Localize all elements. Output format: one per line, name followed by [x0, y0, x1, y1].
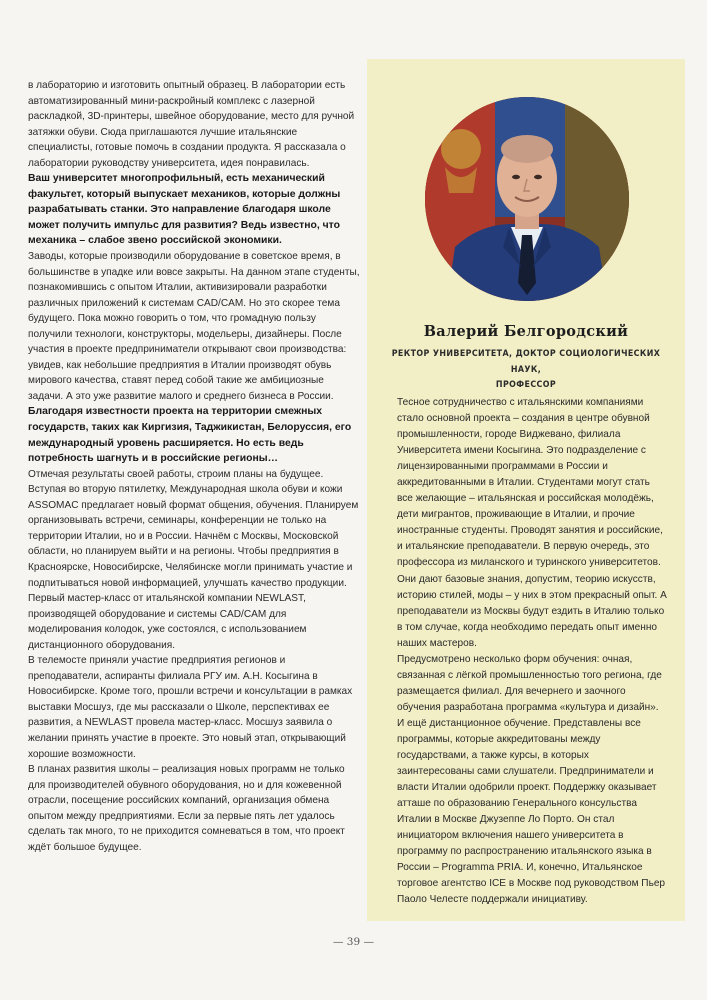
person-title [381, 347, 671, 394]
left-article-column [28, 78, 360, 855]
paragraph: Отмечая результаты своей работы, строим планы на будущее. Вступая во вторую пятилетку, Международная школа обуви и кожи ASSOMAC предлагает новый формат общения, обучения. Планируем организовывать встречи, семинары, конференции не только на территории Италии, но и в России. Начнём с Москвы, Московской области, но планируем выйти и на регионы. Чтобы предприятия в Красноярске, Новосибирске, Челябинске могли принимать участие и подпитываться новой информацией, улучшать качество продукции. Первый мастер-класс от итальянской компании NEWLAST, производящей оборудование и системы CAD/CAM для моделирования колодок, уже состоялся, с использованием дистанционного оборудования. [28, 468, 359, 651]
paragraph: В телемосте приняли участие предприятия регионов и преподаватели, аспиранты филиала РГУ им. А.Н. Косыгина в Новосибирске. Кроме того, прошли встречи и консультации в рамках выставки Мосшуз, где мы рассказали о Школе, перспективах ее развития, а NEWLAST провела мастер-класс. Мосшуз заявила о желании принять участие в проекте. Это новый этап, открывающий хорошие возможности. [28, 655, 353, 760]
portrait-photo [425, 97, 629, 301]
paragraph: Предусмотрено несколько форм обучения: очная, связанная с лёгкой промышленностью того региона, где размещается филиал. Для вечернего и заочного обучения разработана программа «культура и дизайн». И ещё дистанционное обучение. Представлены все программы, которые аккредитованы между государствами, а также курсы, в которых заинтересованы сами слушатели. Предприниматели и власти Италии одобрили проект. Поддержку оказывает атташе по образованию Генерального консульства Италии в Москве Джузеппе Ло Порто. Он стал инициатором включения нашего университета в программу по распространению итальянского языка в России – Programma PRIA. И, конечно, Итальянское торговое агентство ICE в Москве под руководством Пьер Паоло Челесте поддержали инициативу. [397, 653, 666, 906]
paragraph: в лабораторию и изготовить опытный образец. В лаборатории есть автоматизированный мини-раскройный комплекс с лазерной раскладкой, 3D-принтеры, швейное оборудование, место для ручной затяжки обуви. Сюда приглашаются лучшие итальянские специалисты, готовые помочь в создании продукта. Я рассказала о лаборатории руководству университета, идея понравилась. [28, 80, 355, 169]
page-number: — 39 — [332, 936, 375, 948]
paragraph: В планах развития школы – реализация новых программ не только для производителей обувного оборудования, но и для кожевенной отрасли, посещение российских компаний, организация обмена опытом между предприятиями. Если за первые пять лет удалось сделать так много, то не приходится сомневаться в том, что проект ждёт большое будущее. [28, 764, 345, 853]
sidebar-text [397, 395, 667, 909]
paragraph: Заводы, которые производили оборудование в советское время, в большинстве в упадке или вовсе закрыты. На данном этапе студенты, познакомившись с опытом Италии, активизировали разработки различных приложений к системам CAD/CAM. Но это скорее тема будущего. Пока можно говорить о том, что громадную пользу получили технологи, конструкторы, модельеры, дизайнеры. После участия в проекте предприниматели открывают свои производства: увидев, как небольшие предприятия в Италии производят обувь мирового качества, ставят перед собой такие же амбициозные задачи. А это уже развитие малого и среднего бизнеса в России. [28, 251, 360, 402]
sidebar-box [367, 59, 685, 921]
portrait-illustration [425, 97, 629, 301]
interview-question: Ваш университет многопрофильный, есть механический факультет, который выпускает механиков, которые должны разрабатывать станки. Это направление благодаря школе может получить импульс для развития? Ведь известно, что механика – слабое звено российской экономики. [28, 173, 341, 247]
paragraph: Тесное сотрудничество с итальянскими компаниями стало основной проекта – создания в центре обувной промышленности, городе Виджевано, филиала Университета имени Косыгина. Это подразделение с лицензированными программами в России и аккредитованными в Италии. Студентами могут стать все желающие – итальянская и российская молодёжь, дети мигрантов, проживающие в Италии, и прочие иностранные студенты. Проводят занятия и российские, и итальянские преподаватели. В первую очередь, это профессора из миланского и туринского университетов. Они дают базовые знания, допустим, теорию искусств, историю стилей, моды – у них в этом прекрасный опыт. А преподаватели из Москвы будут ездить в Италию только в том случае, когда необходимо передать опыт именно наших мастеров. [397, 397, 667, 649]
interview-question: Благодаря известности проекта на территории смежных государств, таких как Киргизия, Таджикистан, Белоруссия, его международный уровень расширяется. Но есть ведь потребность шагнуть и в российские регионы… [28, 406, 352, 465]
person-title-line: ПРОФЕССОР [495, 380, 557, 390]
person-name: Валерий Белгородский [423, 323, 629, 340]
person-title-line: РЕКТОР УНИВЕРСИТЕТА, ДОКТОР СОЦИОЛОГИЧЕСКИХ НАУК, [391, 349, 661, 375]
